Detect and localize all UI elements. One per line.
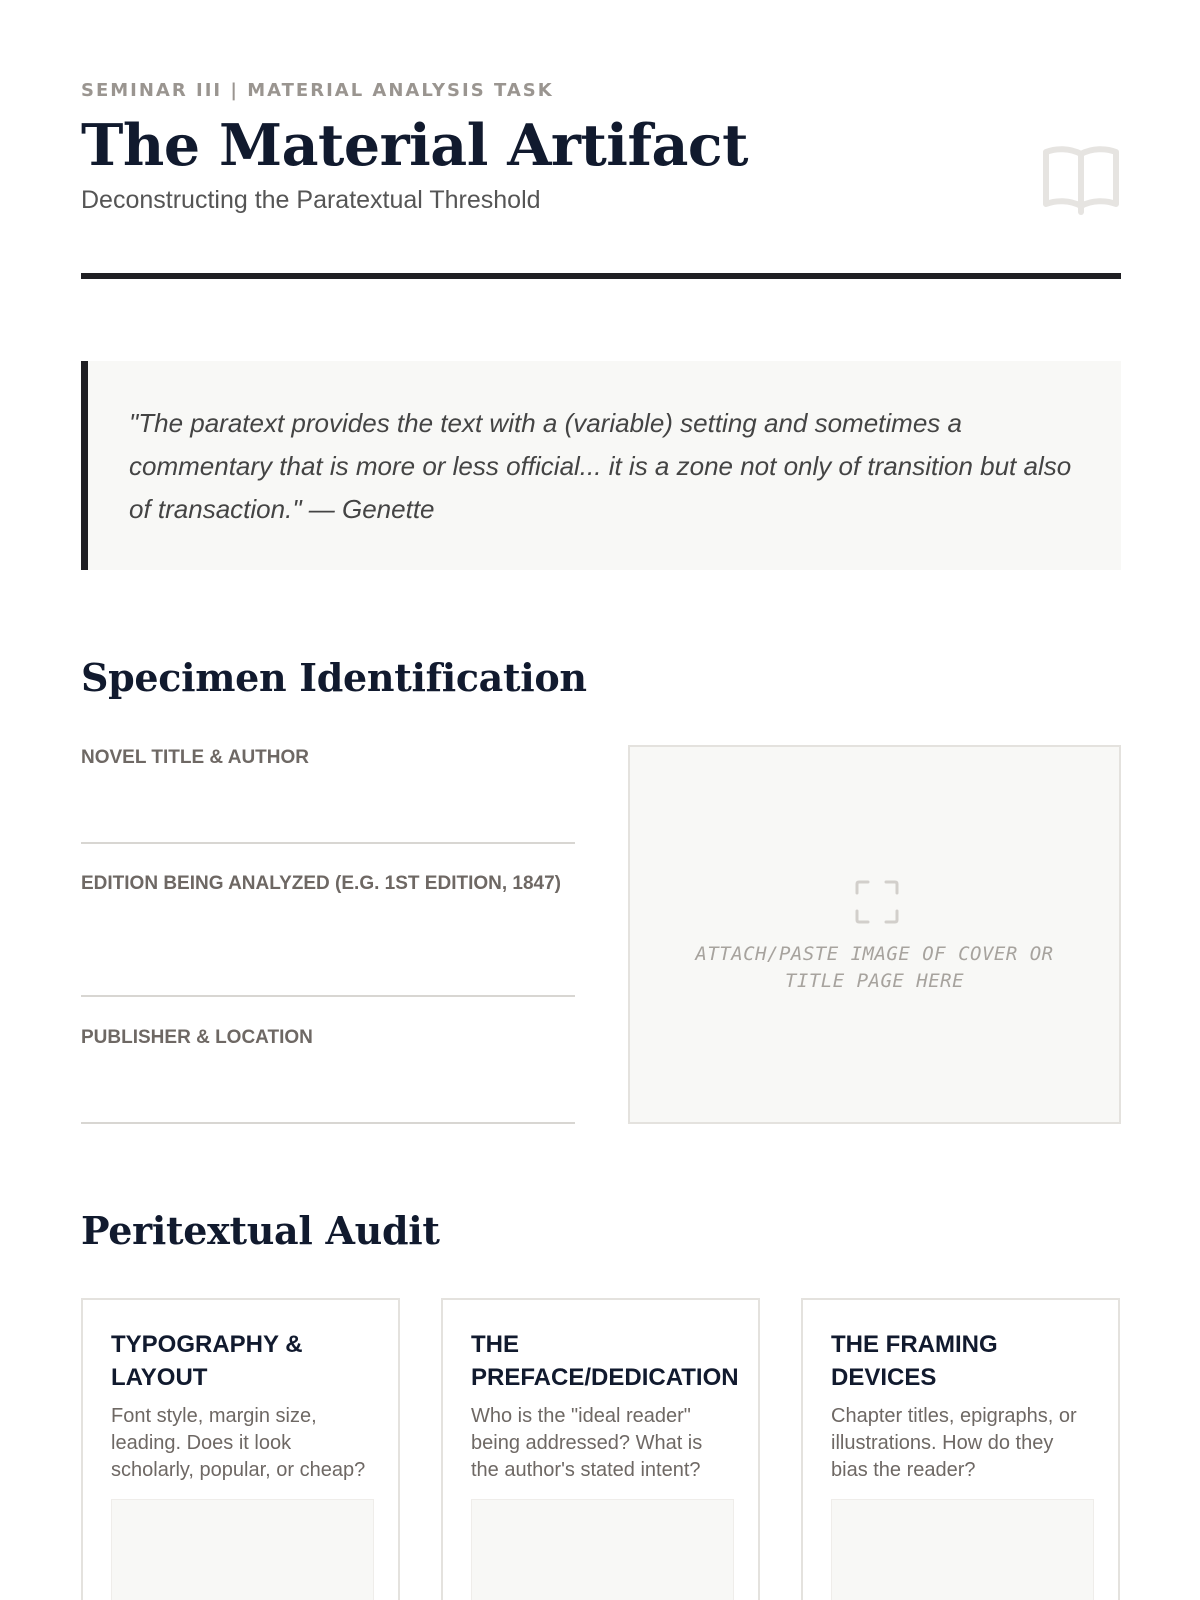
field-label: NOVEL TITLE & AUTHOR	[81, 747, 309, 768]
card-prompt: Chapter titles, epigraphs, or illustrations. How do they bias the reader?	[831, 1405, 1077, 1481]
eyebrow-label: SEMINAR III | MATERIAL ANALYSIS TASK	[81, 80, 554, 101]
page-title: The Material Artifact	[81, 112, 748, 179]
book-open-icon	[1042, 146, 1120, 216]
audit-card-typography	[81, 1298, 400, 1600]
section-title-specimen: Specimen Identification	[81, 655, 587, 700]
card-title: THE FRAMING DEVICES	[831, 1331, 998, 1391]
card-prompt: Who is the "ideal reader" being addressed? What is the author's stated intent?	[471, 1405, 703, 1481]
card-answer-area[interactable]	[831, 1499, 1094, 1600]
header-divider	[81, 273, 1121, 279]
section-title-peritextual-audit: Peritextual Audit	[81, 1208, 440, 1253]
card-prompt: Font style, margin size, leading. Does it look scholarly, popular, or cheap?	[111, 1405, 366, 1481]
audit-card-framing	[801, 1298, 1120, 1600]
novel-title-author-field[interactable]	[81, 744, 575, 844]
edition-field[interactable]	[81, 870, 575, 997]
frame-corners-icon	[854, 879, 900, 925]
dropzone-instructions: ATTACH/PASTE IMAGE OF COVER OR TITLE PAGE HERE	[695, 943, 1054, 992]
card-title: TYPOGRAPHY & LAYOUT	[111, 1331, 303, 1391]
epigraph-quote	[81, 361, 1121, 570]
page-subtitle: Deconstructing the Paratextual Threshold	[81, 186, 541, 214]
card-answer-area[interactable]	[471, 1499, 734, 1600]
card-title: THE PREFACE/DEDICATION	[471, 1331, 739, 1391]
quote-text: "The paratext provides the text with a (variable) setting and sometimes a commentary that is more or less official... it is a zone not only of transition but also of transaction." — Genette	[129, 408, 1072, 524]
audit-card-preface	[441, 1298, 760, 1600]
field-label: EDITION BEING ANALYZED (E.G. 1ST EDITION, 1847)	[81, 873, 562, 894]
card-answer-area[interactable]	[111, 1499, 374, 1600]
cover-image-dropzone[interactable]	[628, 745, 1121, 1124]
field-label: PUBLISHER & LOCATION	[81, 1027, 313, 1048]
publisher-location-field[interactable]	[81, 1024, 575, 1124]
